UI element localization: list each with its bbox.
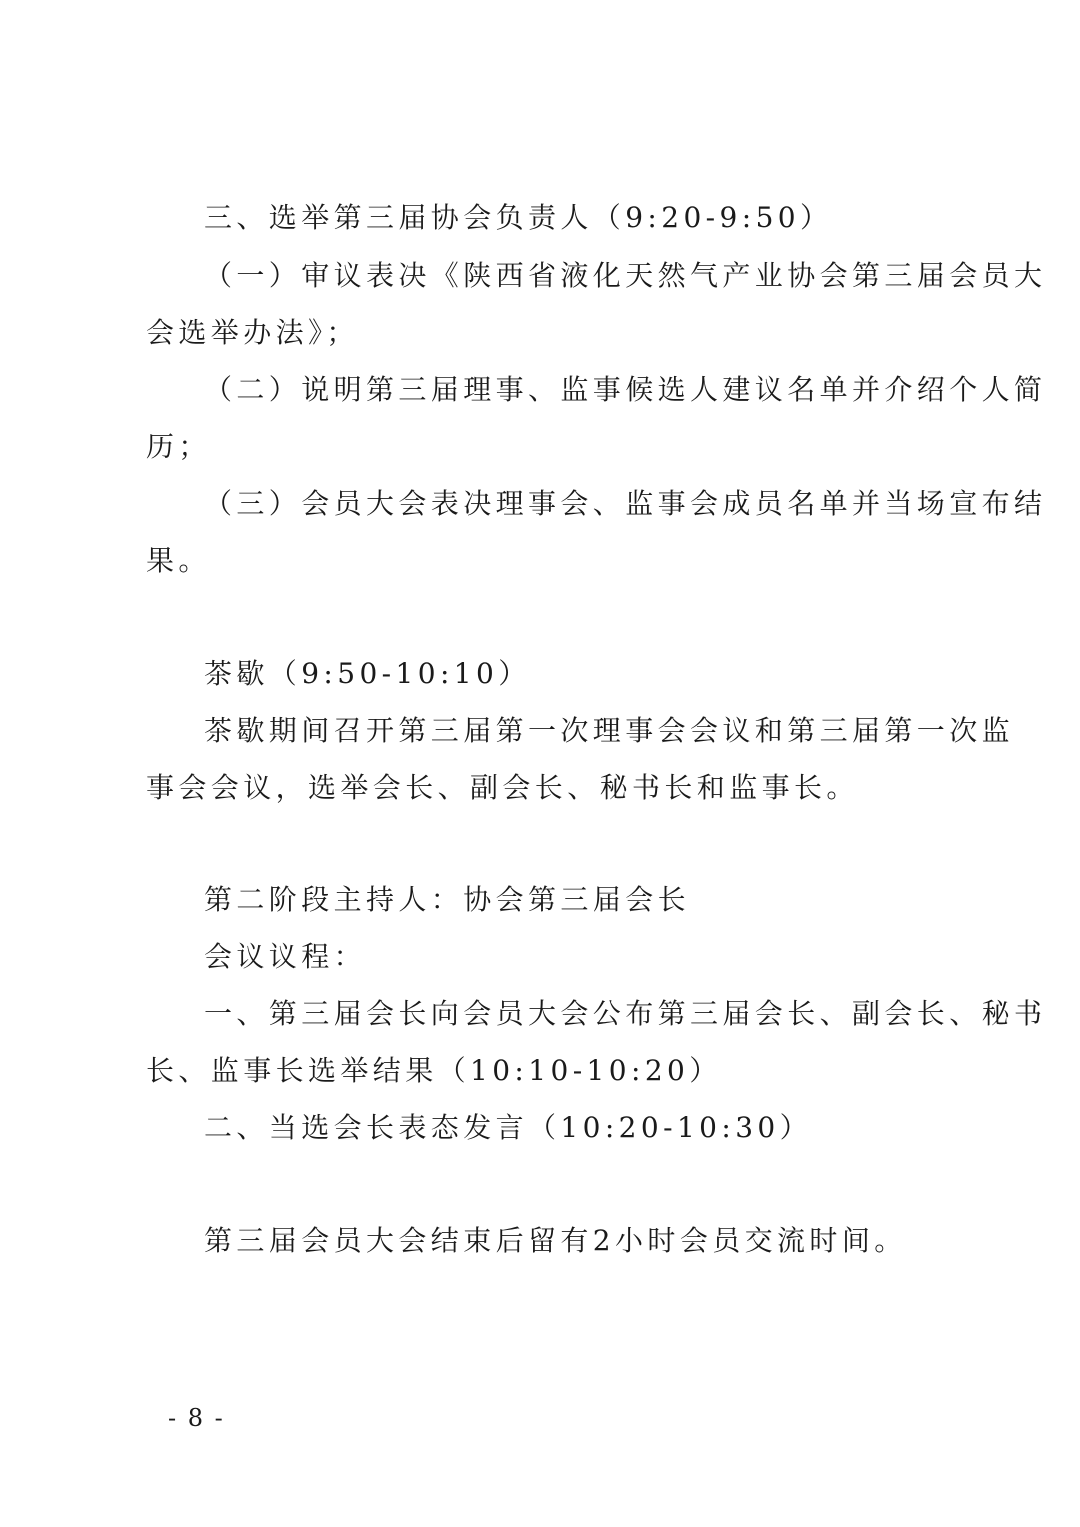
tea-break-line1: 茶歇期间召开第三届第一次理事会会议和第三届第一次监 [204, 714, 1015, 747]
stage2-item1-line2: 长、监事长选举结果（10:10-10:20） [146, 1054, 722, 1087]
section3-item2-line1: （二）说明第三届理事、监事候选人建议名单并介绍个人简 [204, 373, 1047, 406]
page-number: - 8 - [168, 1404, 225, 1432]
section3-heading: 三、选举第三届协会负责人（9:20-9:50） [204, 201, 833, 234]
section3-item3-line2: 果。 [146, 544, 211, 577]
tea-break-heading: 茶歇（9:50-10:10） [204, 657, 531, 690]
section3-item1-line1: （一）审议表决《陕西省液化天然气产业协会第三届会员大 [204, 259, 1047, 292]
section3-item3-line1: （三）会员大会表决理事会、监事会成员名单并当场宣布结 [204, 487, 1047, 520]
stage2-item1-line1: 一、第三届会长向会员大会公布第三届会长、副会长、秘书 [204, 997, 1047, 1030]
section3-item1-line2: 会选举办法》； [146, 316, 359, 349]
stage2-host: 第二阶段主持人：协会第三届会长 [204, 883, 691, 916]
agenda-label: 会议议程： [204, 940, 367, 973]
closing-note: 第三届会员大会结束后留有2小时会员交流时间。 [204, 1224, 907, 1257]
stage2-item2: 二、当选会长表态发言（10:20-10:30） [204, 1111, 813, 1144]
tea-break-line2: 事会会议，选举会长、副会长、秘书长和监事长。 [146, 771, 859, 804]
section3-item2-line2: 历； [146, 430, 211, 463]
